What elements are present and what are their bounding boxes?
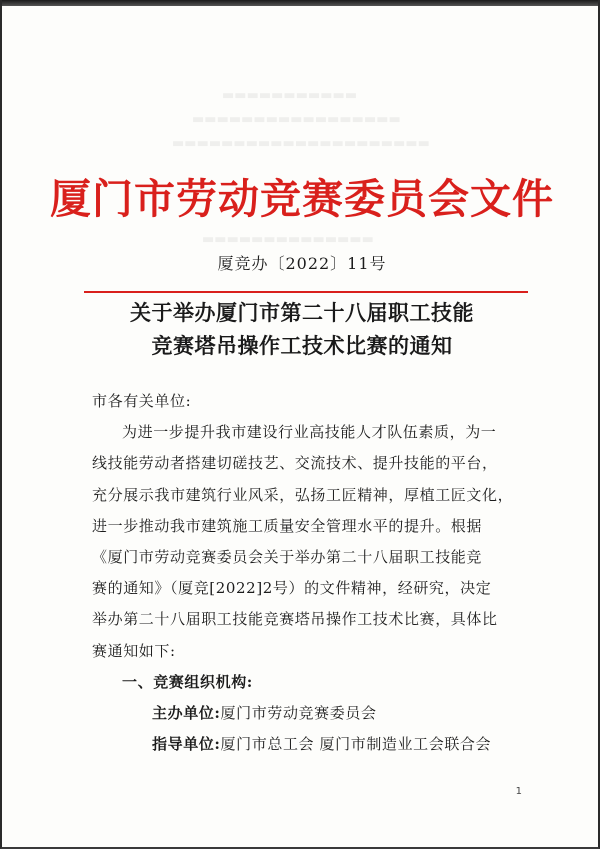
red-divider: [84, 291, 528, 293]
paragraph-line: 为进一步提升我市建设行业高技能人才队伍素质，为一: [122, 423, 497, 442]
salutation: 市各有关单位:: [92, 392, 192, 410]
paragraph-line: 举办第二十八届职工技能竞赛塔吊操作工技术比赛，具体比: [92, 610, 498, 629]
guide-label: 指导单位:: [152, 735, 221, 754]
notice-title-line-1: 关于举办厦门市第二十八届职工技能: [130, 300, 474, 325]
organizer-row: [92, 698, 532, 729]
show-through-text: ▬▬▬▬▬▬▬▬▬▬▬: [222, 88, 358, 103]
notice-body: [92, 386, 532, 760]
organizer-value: 厦门市劳动竞赛委员会: [220, 703, 377, 722]
guide-value: 厦门市总工会 厦门市制造业工会联合会: [220, 735, 492, 754]
paragraph-line: 《厦门市劳动竞赛委员会关于举办第二十八届职工技能竞: [92, 547, 483, 566]
notice-title-line-2: 竞赛塔吊操作工技术比赛的通知: [151, 333, 453, 358]
issuer-title: 厦门市劳动竞赛委员会文件: [50, 175, 554, 223]
section-heading: 一、竞赛组织机构:: [122, 672, 253, 691]
paragraph-line: 赛的通知》（厦竞[2022]2号）的文件精神，经研究，决定: [92, 579, 492, 598]
document-number: 厦竞办〔2022〕11号: [217, 254, 387, 273]
scan-top-edge: [2, 0, 600, 6]
paragraph-line: 线技能劳动者搭建切磋技艺、交流技术、提升技能的平台，: [92, 454, 498, 473]
paragraph-line: 进一步推动我市建筑施工质量安全管理水平的提升。根据: [92, 516, 483, 535]
page-number: 1: [515, 786, 522, 797]
paragraph-line: 赛通知如下:: [92, 641, 176, 660]
show-through-text: ▬▬▬▬▬▬▬▬▬▬▬▬▬▬▬▬▬▬▬▬▬: [172, 136, 430, 151]
show-through-text: ▬▬▬▬▬▬▬▬▬▬▬▬▬▬: [202, 232, 374, 247]
show-through-text: ▬▬▬▬▬▬▬▬▬▬▬▬▬▬▬▬▬: [192, 112, 401, 127]
organizer-label: 主办单位:: [152, 703, 221, 722]
paragraph-line: 充分展示我市建筑行业风采，弘扬工匠精神，厚植工匠文化，: [92, 485, 514, 504]
notice-title: [2, 296, 600, 362]
guide-row: [92, 729, 532, 760]
